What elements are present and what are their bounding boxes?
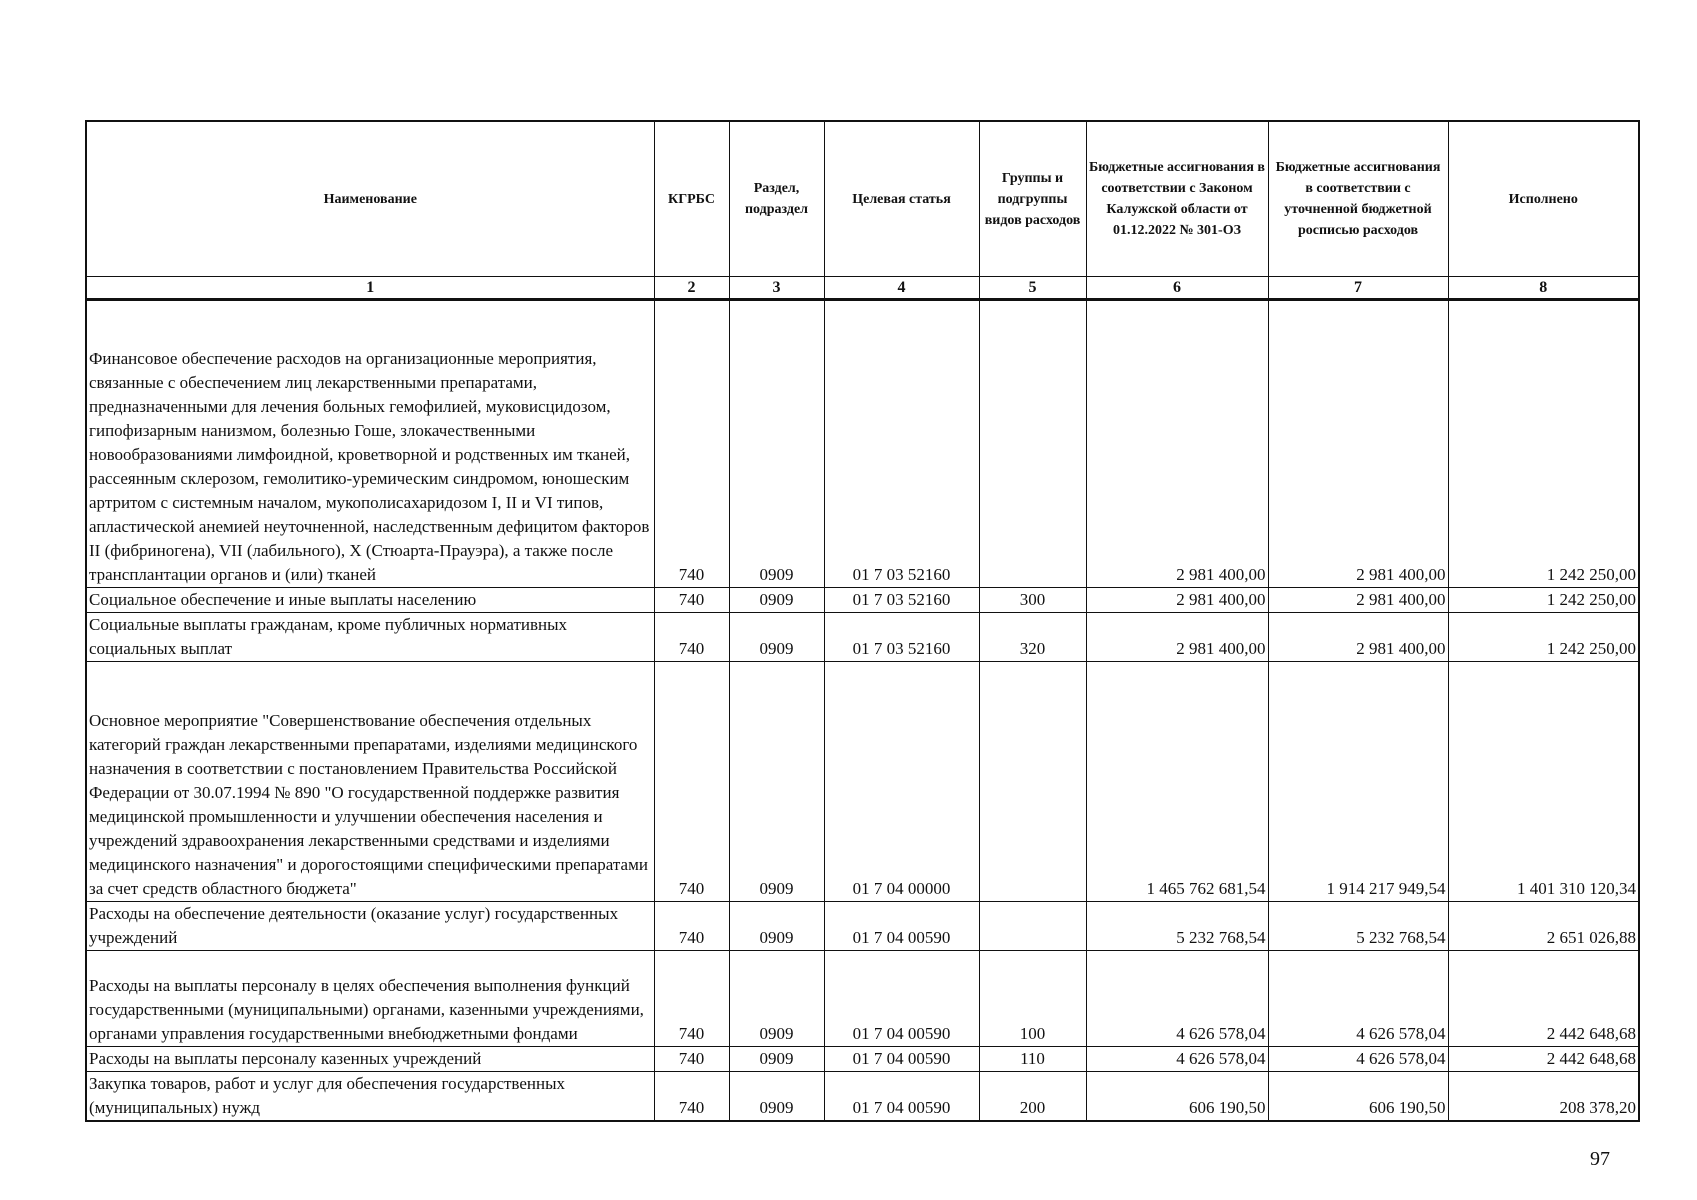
row-budget-law: 2 981 400,00 [1086, 613, 1268, 662]
row-name: Расходы на обеспечение деятельности (оказание услуг) государственных учреждений [86, 902, 654, 951]
column-number: 8 [1448, 277, 1639, 300]
row-razdel: 0909 [729, 662, 824, 902]
row-executed: 1 242 250,00 [1448, 300, 1639, 588]
column-number: 6 [1086, 277, 1268, 300]
row-razdel: 0909 [729, 588, 824, 613]
row-executed: 1 401 310 120,34 [1448, 662, 1639, 902]
row-expense-group: 320 [979, 613, 1086, 662]
row-razdel: 0909 [729, 1047, 824, 1072]
row-razdel: 0909 [729, 300, 824, 588]
row-executed: 208 378,20 [1448, 1072, 1639, 1122]
row-expense-group [979, 300, 1086, 588]
budget-table [85, 120, 1640, 1122]
row-budget-law: 1 465 762 681,54 [1086, 662, 1268, 902]
header-target-article: Целевая статья [824, 121, 979, 277]
row-expense-group [979, 662, 1086, 902]
column-number: 3 [729, 277, 824, 300]
table-row [86, 1072, 1639, 1122]
row-budget-refined: 4 626 578,04 [1268, 951, 1448, 1047]
column-number: 5 [979, 277, 1086, 300]
column-number: 7 [1268, 277, 1448, 300]
header-budget-refined: Бюджетные ассигнования в соответствии с уточненной бюджетной росписью расходов [1268, 121, 1448, 277]
row-budget-refined: 5 232 768,54 [1268, 902, 1448, 951]
row-budget-law: 4 626 578,04 [1086, 951, 1268, 1047]
row-kgrbs: 740 [654, 588, 729, 613]
row-executed: 2 442 648,68 [1448, 1047, 1639, 1072]
header-budget-law: Бюджетные ассигнования в соответствии с Законом Калужской области от 01.12.2022 № 301-ОЗ [1086, 121, 1268, 277]
row-expense-group: 110 [979, 1047, 1086, 1072]
row-name: Социальное обеспечение и иные выплаты населению [86, 588, 654, 613]
row-executed: 1 242 250,00 [1448, 588, 1639, 613]
row-budget-law: 2 981 400,00 [1086, 300, 1268, 588]
row-kgrbs: 740 [654, 1072, 729, 1122]
budget-table-sheet [85, 120, 1638, 1122]
row-expense-group: 100 [979, 951, 1086, 1047]
column-number-row [86, 277, 1639, 300]
column-number: 1 [86, 277, 654, 300]
row-expense-group: 200 [979, 1072, 1086, 1122]
table-row [86, 902, 1639, 951]
row-target-article: 01 7 03 52160 [824, 300, 979, 588]
table-row [86, 662, 1639, 902]
row-target-article: 01 7 04 00590 [824, 1047, 979, 1072]
row-name: Расходы на выплаты персоналу в целях обеспечения выполнения функций государственными (муниципальными) органами, казенными учреждениями, органами управления государственными внебюджетными фондами [86, 951, 654, 1047]
row-target-article: 01 7 04 00590 [824, 951, 979, 1047]
header-executed: Исполнено [1448, 121, 1639, 277]
row-name: Основное мероприятие "Совершенствование обеспечения отдельных категорий граждан лекарственными препаратами, изделиями медицинского назначения в соответствии с постановлением Правительства Российской Федерации от 30.07.1994 № 890 "О государственной поддержке развития медицинской промышленности и улучшении обеспечения населения и учреждений здравоохранения лекарственными средствами и изделиями медицинского назначения" и дорогостоящими специфическими препаратами за счет средств областного бюджета" [86, 662, 654, 902]
row-kgrbs: 740 [654, 951, 729, 1047]
header-kgrbs: КГРБС [654, 121, 729, 277]
table-row [86, 588, 1639, 613]
row-name: Закупка товаров, работ и услуг для обеспечения государственных (муниципальных) нужд [86, 1072, 654, 1122]
row-budget-law: 2 981 400,00 [1086, 588, 1268, 613]
row-expense-group: 300 [979, 588, 1086, 613]
row-razdel: 0909 [729, 902, 824, 951]
row-budget-refined: 2 981 400,00 [1268, 588, 1448, 613]
row-target-article: 01 7 04 00000 [824, 662, 979, 902]
row-executed: 2 651 026,88 [1448, 902, 1639, 951]
row-budget-law: 5 232 768,54 [1086, 902, 1268, 951]
row-kgrbs: 740 [654, 1047, 729, 1072]
row-target-article: 01 7 03 52160 [824, 613, 979, 662]
header-row [86, 121, 1639, 277]
row-kgrbs: 740 [654, 613, 729, 662]
row-name: Расходы на выплаты персоналу казенных учреждений [86, 1047, 654, 1072]
row-budget-refined: 2 981 400,00 [1268, 613, 1448, 662]
row-budget-refined: 2 981 400,00 [1268, 300, 1448, 588]
row-budget-refined: 4 626 578,04 [1268, 1047, 1448, 1072]
row-kgrbs: 740 [654, 300, 729, 588]
row-executed: 1 242 250,00 [1448, 613, 1639, 662]
row-budget-law: 606 190,50 [1086, 1072, 1268, 1122]
row-razdel: 0909 [729, 951, 824, 1047]
table-row [86, 613, 1639, 662]
row-budget-law: 4 626 578,04 [1086, 1047, 1268, 1072]
row-target-article: 01 7 03 52160 [824, 588, 979, 613]
row-expense-group [979, 902, 1086, 951]
header-name: Наименование [86, 121, 654, 277]
column-number: 2 [654, 277, 729, 300]
row-name: Социальные выплаты гражданам, кроме публичных нормативных социальных выплат [86, 613, 654, 662]
table-row [86, 300, 1639, 588]
row-budget-refined: 606 190,50 [1268, 1072, 1448, 1122]
table-row [86, 951, 1639, 1047]
page-number: 97 [1590, 1148, 1610, 1170]
row-razdel: 0909 [729, 1072, 824, 1122]
row-kgrbs: 740 [654, 662, 729, 902]
header-razdel: Раздел, подраздел [729, 121, 824, 277]
row-razdel: 0909 [729, 613, 824, 662]
row-name: Финансовое обеспечение расходов на организационные мероприятия, связанные с обеспечением лиц лекарственными препаратами, предназначенными для лечения больных гемофилией, муковисцидозом, гипофизарным нанизмом, болезнью Гоше, злокачественными новообразованиями лимфоидной, кроветворной и родственных им тканей, рассеянным склерозом, гемолитико-уремическим синдромом, юношеским артритом с системным началом, мукополисахаридозом I, II и VI типов, апластической анемией неуточненной, наследственным дефицитом факторов II (фибриногена), VII (лабильного), X (Стюарта-Прауэра), а также после трансплантации органов и (или) тканей [86, 300, 654, 588]
column-number: 4 [824, 277, 979, 300]
table-row [86, 1047, 1639, 1072]
header-expense-groups: Группы и подгруппы видов расходов [979, 121, 1086, 277]
row-kgrbs: 740 [654, 902, 729, 951]
row-budget-refined: 1 914 217 949,54 [1268, 662, 1448, 902]
row-executed: 2 442 648,68 [1448, 951, 1639, 1047]
row-target-article: 01 7 04 00590 [824, 1072, 979, 1122]
row-target-article: 01 7 04 00590 [824, 902, 979, 951]
